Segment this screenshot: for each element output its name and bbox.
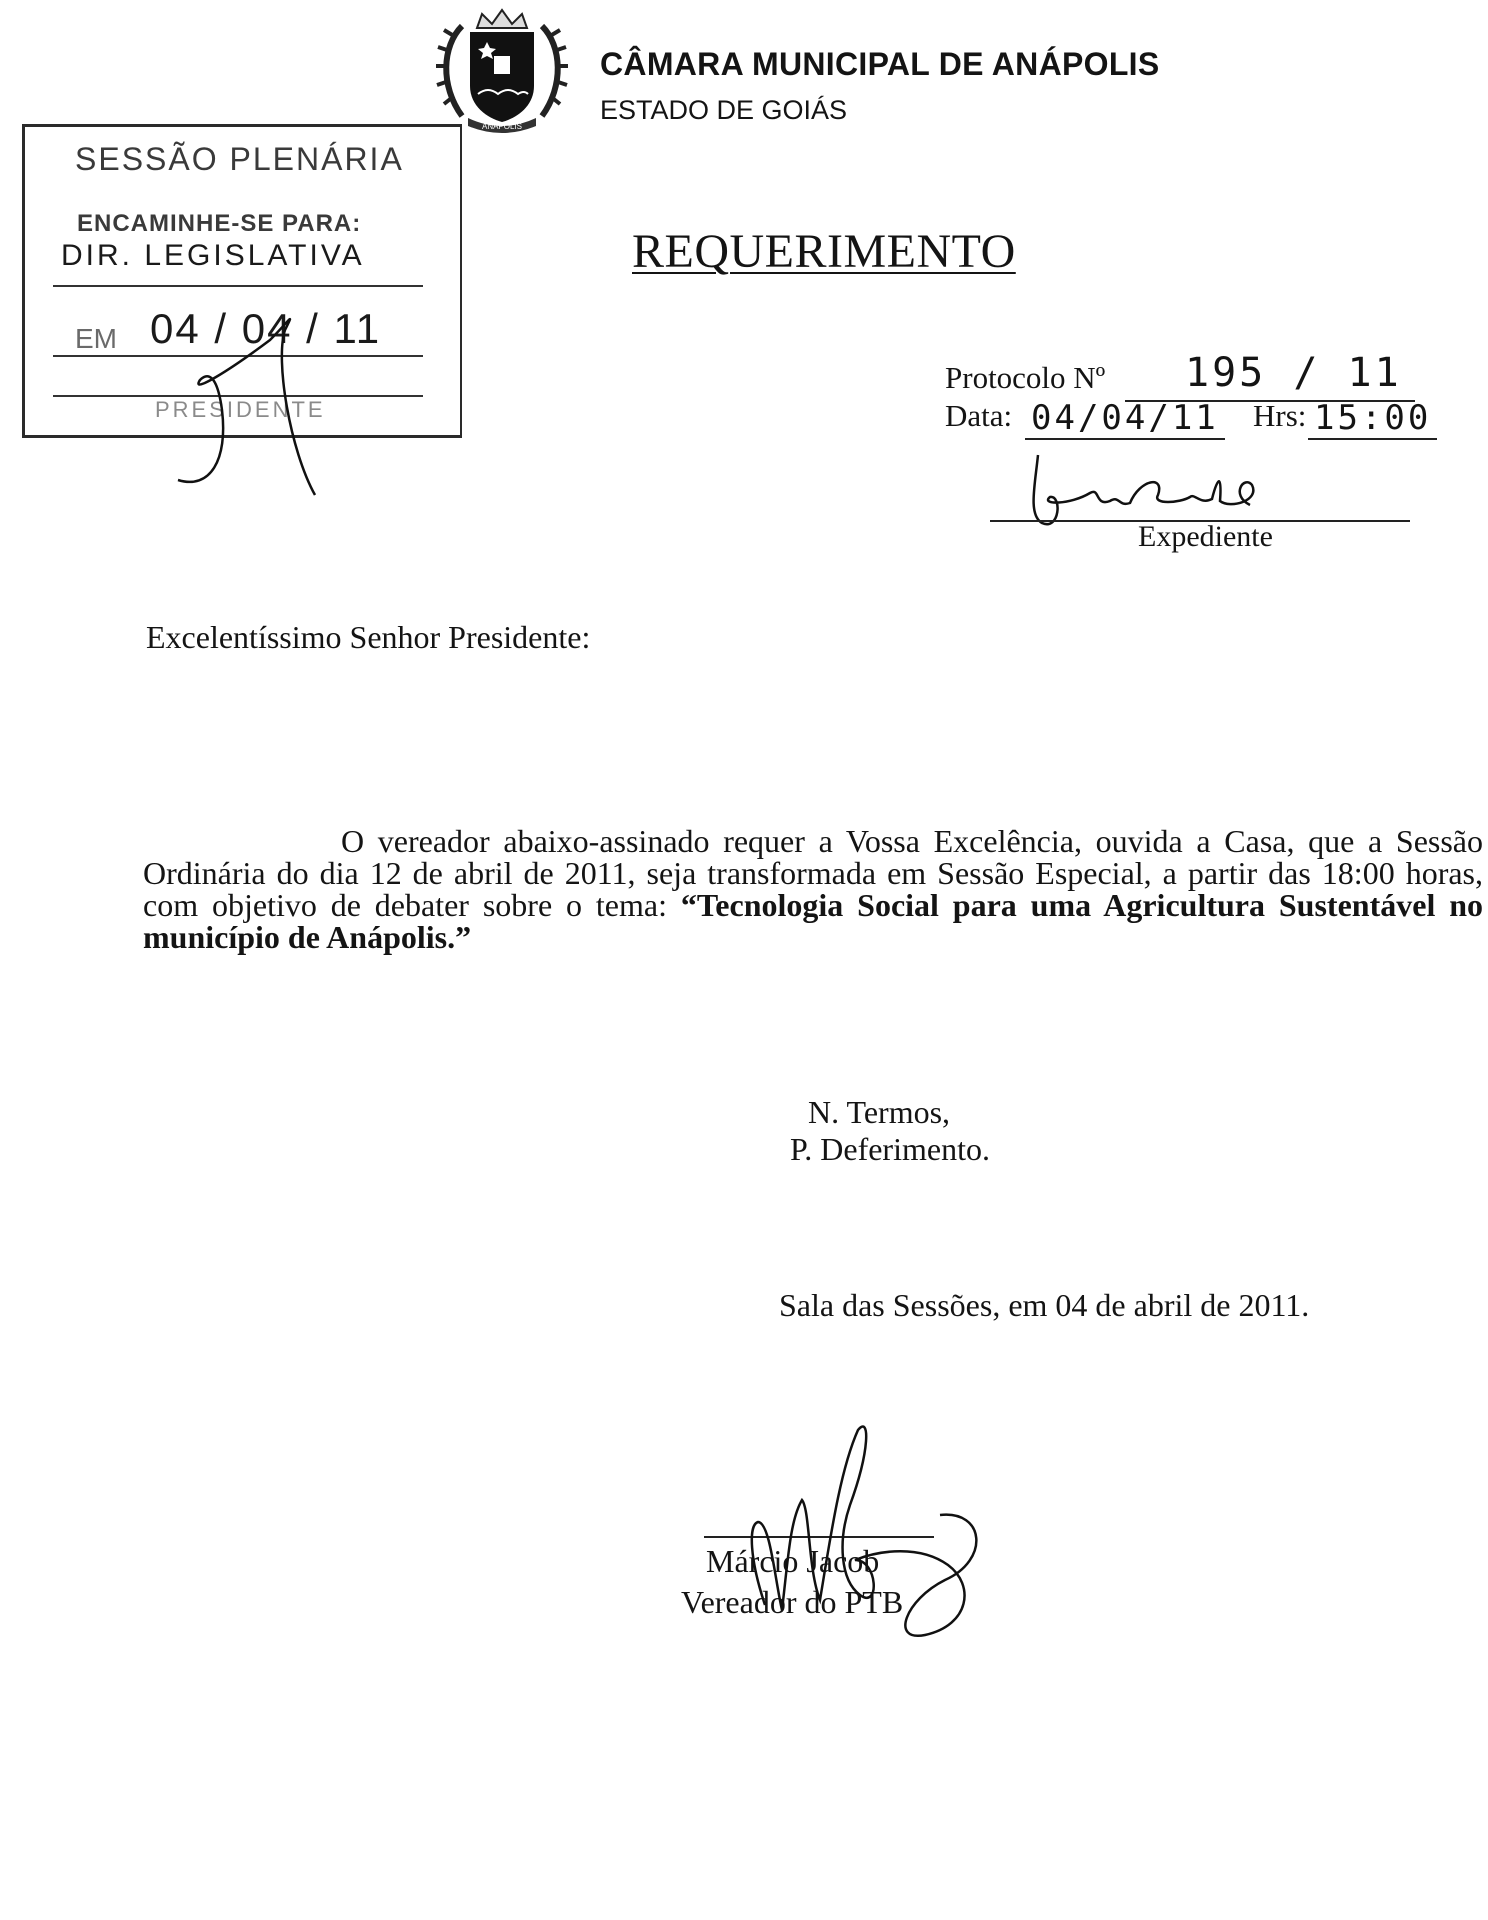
stamp-handwritten-destination: DIR. LEGISLATIVA [61,239,365,272]
protocol-date-value: 04/04/11 [1025,398,1225,440]
closing-line-1: N. Termos, [808,1094,951,1130]
protocol-number-value: 195 / 11 [1185,350,1402,396]
stamp-forward-text: ENCAMINHE-SE PARA: [77,210,362,237]
author-signature [730,1410,1060,1640]
expediente-label: Expediente [1138,520,1273,553]
closing-line-2: P. Deferimento. [790,1131,990,1167]
stamp-rule [53,285,423,287]
author-role: Vereador do PTB [681,1584,904,1620]
protocol-number-label: Protocolo Nº [945,360,1106,395]
body-paragraph-theme: “Tecnologia Social para uma Agricultura Sustentável no município de Anápolis.” [143,887,1484,955]
place-and-date: Sala das Sessões, em 04 de abril de 2011. [779,1287,1310,1323]
protocol-hours-label: Hrs: [1253,398,1307,433]
salutation: Excelentíssimo Senhor Presidente: [146,619,591,655]
header-title: CÂMARA MUNICIPAL DE ANÁPOLIS [600,46,1160,82]
protocol-hours-value: 15:00 [1308,398,1437,440]
stamp-session-text: SESSÃO PLENÁRIA [75,141,404,177]
protocol-date-label: Data: [945,398,1013,433]
document-title: REQUERIMENTO [632,225,1016,278]
author-name: Márcio Jacob [706,1543,880,1579]
crest-ribbon-text: ANÁPOLIS [481,122,523,131]
stamp-date-label: EM [75,323,117,354]
body-paragraph-text: O vereador abaixo-assinado requer a Vossa Excelência, ouvida a Casa, que a Sessão Ordinária do dia 12 de abril de 2011, seja transformada em Sessão Especial, a partir das 18:00 horas, com objetivo de debater sobre o tema: [143,823,1483,923]
stamp-signature [170,300,410,500]
header-subtitle: ESTADO DE GOIÁS [600,95,848,125]
municipal-crest-icon [432,6,572,136]
body-paragraph [143,825,1483,953]
stamp-president-text: PRESIDENTE [155,397,326,422]
stamp-handwritten-date: 04 / 04 / 11 [150,305,382,352]
